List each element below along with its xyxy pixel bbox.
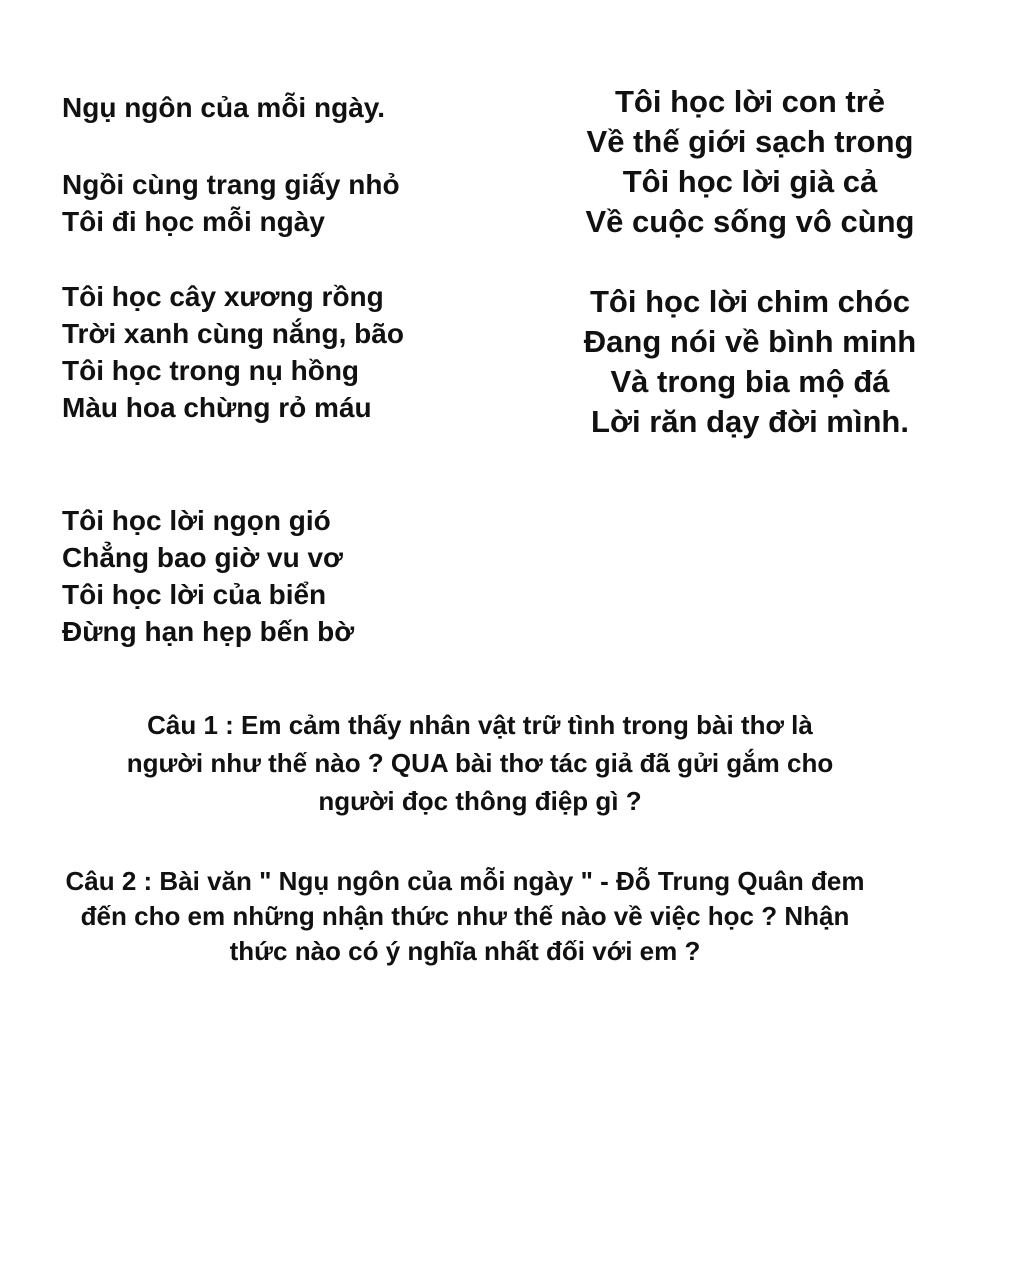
poem-line: Trời xanh cùng nắng, bão bbox=[62, 318, 404, 349]
poem-line: Màu hoa chừng rỏ máu bbox=[62, 392, 372, 423]
poem-line: Tôi học lời con trẻ bbox=[614, 84, 886, 119]
poem-line: Lời răn dạy đời mình. bbox=[591, 404, 909, 439]
poem-line: Đang nói về bình minh bbox=[583, 324, 917, 359]
stanza-right-1 bbox=[560, 82, 940, 242]
stanza-left-1 bbox=[62, 166, 400, 240]
question-line: Câu 1 : Em cảm thấy nhân vật trữ tình trong bài thơ là bbox=[147, 710, 813, 740]
poem-line: Tôi học lời chim chóc bbox=[589, 284, 911, 319]
question-1 bbox=[40, 706, 920, 820]
question-2 bbox=[20, 864, 910, 969]
question-line: người như thế nào ? QUA bài thơ tác giả đã gửi gắm cho bbox=[126, 748, 834, 778]
poem-line: Chẳng bao giờ vu vơ bbox=[62, 542, 343, 573]
poem-line: Về cuộc sống vô cùng bbox=[585, 204, 915, 239]
poem-line: Đừng hạn hẹp bến bờ bbox=[62, 616, 355, 647]
stanza-right-2 bbox=[560, 282, 940, 442]
poem-line: Tôi học lời già cả bbox=[622, 164, 878, 199]
poem-line: Và trong bia mộ đá bbox=[610, 364, 890, 399]
stanza-left-2 bbox=[62, 278, 404, 426]
question-line: Câu 2 : Bài văn " Ngụ ngôn của mỗi ngày " - Đỗ Trung Quân đem bbox=[65, 866, 865, 896]
poem-line: Tôi học cây xương rồng bbox=[62, 281, 384, 312]
poem-line: Ngồi cùng trang giấy nhỏ bbox=[62, 169, 400, 200]
question-line: đến cho em những nhận thức như thế nào về việc học ? Nhận bbox=[80, 901, 850, 931]
question-line: người đọc thông điệp gì ? bbox=[318, 786, 642, 816]
poem-line: Tôi học lời ngọn gió bbox=[62, 505, 331, 536]
stanza-left-3 bbox=[62, 502, 354, 650]
poem-title: Ngụ ngôn của mỗi ngày. bbox=[62, 92, 386, 123]
question-line: thức nào có ý nghĩa nhất đối với em ? bbox=[229, 936, 701, 966]
poem-line: Về thế giới sạch trong bbox=[586, 124, 914, 159]
poem-line: Tôi học lời của biển bbox=[62, 579, 327, 610]
poem-line: Tôi đi học mỗi ngày bbox=[62, 206, 325, 237]
poem-line: Tôi học trong nụ hồng bbox=[62, 355, 360, 386]
